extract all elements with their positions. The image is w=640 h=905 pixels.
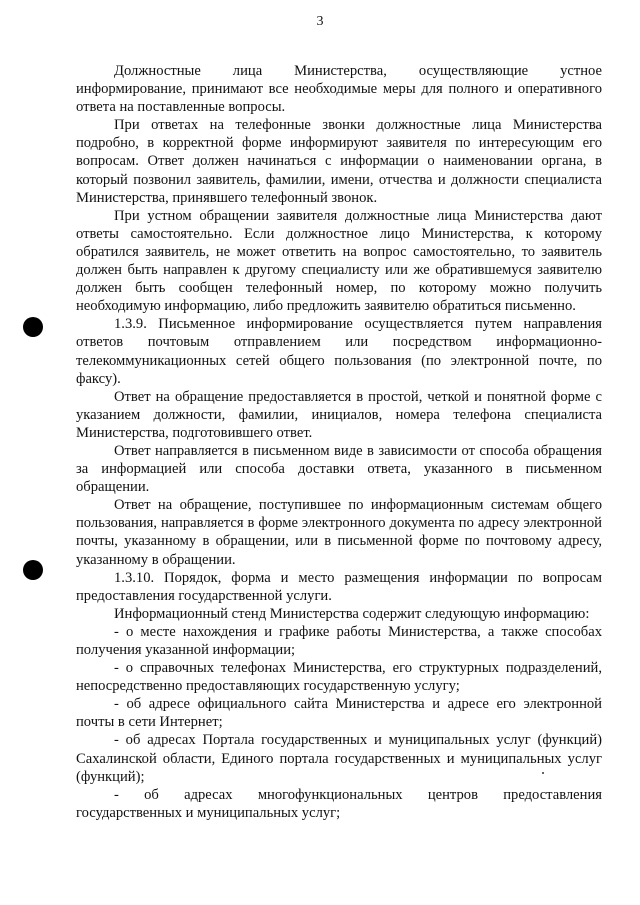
punch-hole-lower — [23, 560, 43, 580]
paragraph-info-stand: Информационный стенд Министерства содержит следующую информацию: — [114, 605, 590, 622]
paragraph-answer-sending: Ответ направляется в письменном виде в зависимости от способа обращения за информацией или способа доставки ответа, указанного в письменном обращении. — [76, 442, 602, 496]
page-number: 3 — [316, 14, 324, 29]
list-item-mfc: - об адресах многофункциональных центров предоставления государственных и муниципальных услуг; — [76, 786, 602, 821]
paragraph-phone-calls: При ответах на телефонные звонки должностные лица Министерства подробно, в корректной форме информируют заявителя по интересующим его вопросам. Ответ должен начинаться с информации о наименовании органа, в который позвонил заявитель, фамилии, имени, отчества и должности специалиста Министерства, принявшего телефонный звонок. — [76, 117, 602, 206]
paragraph-oral-request: При устном обращении заявителя должностные лица Министерства дают ответы самостоятельно. Если должностное лицо Министерства, к которому обратился заявитель, не может ответить на вопрос самостоятельно, то заявитель должен быть направлен к другому специалисту или же обратившемуся заявителю должен быть сообщен телефонный номер, по которому можно получить необходимую информацию, либо предложить заявителю обратиться письменно. — [76, 207, 602, 315]
punch-hole-upper — [23, 317, 43, 337]
list-item-portals: - об адресах Портала государственных и муниципальных услуг (функций) Сахалинской области, Единого портала государственных и муниципальных услуг (функций); — [76, 732, 602, 785]
list-item-location: - о месте нахождения и графике работы Министерства, а также способах получения указанной информации; — [76, 623, 602, 658]
paragraph-1-3-10: 1.3.10. Порядок, форма и место размещения информации по вопросам предоставления государственной услуги. — [76, 569, 602, 604]
document-body — [76, 62, 602, 822]
paragraph-electronic-answer: Ответ на обращение, поступившее по информационным системам общего пользования, направляется в форме электронного документа по адресу электронной почты, указанному в обращении, или в письменной форме по почтовому адресу, указанному в обращении. — [76, 497, 602, 568]
paragraph-oral-info: Должностные лица Министерства, осуществляющие устное информирование, принимают все необходимые меры для полного и оперативного ответа на поставленные вопросы. — [76, 63, 602, 116]
paragraph-1-3-9: 1.3.9. Письменное информирование осуществляется путем направления ответов почтовым отправлением или посредством информационно-телекоммуникационных сетей общего пользования (по электронной почте, по факсу). — [76, 316, 602, 387]
paragraph-answer-form: Ответ на обращение предоставляется в простой, четкой и понятной форме с указанием должности, фамилии, инициалов, номера телефона специалиста Министерства, подготовившего ответ. — [76, 388, 602, 441]
list-item-website: - об адресе официального сайта Министерства и адресе его электронной почты в сети Интернет; — [76, 696, 602, 731]
list-item-phones: - о справочных телефонах Министерства, его структурных подразделений, непосредственно предоставляющих государственную услугу; — [76, 660, 602, 695]
